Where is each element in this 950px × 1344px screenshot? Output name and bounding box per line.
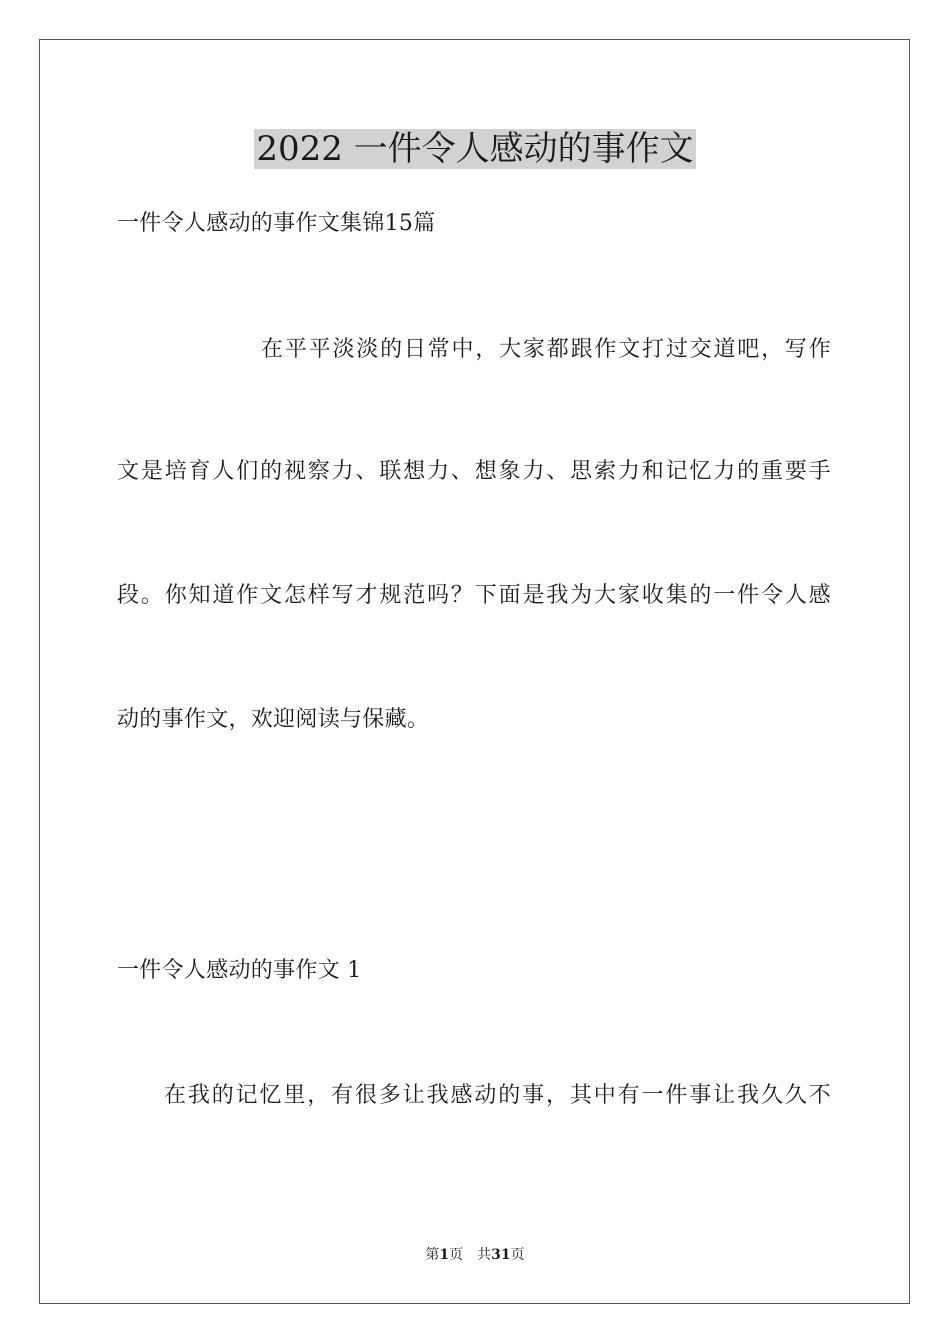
- document-subtitle: 一件令人感动的事作文集锦15篇: [117, 211, 436, 236]
- section-heading: 一件令人感动的事作文 1: [117, 958, 362, 983]
- footer-suffix: 页: [510, 1247, 525, 1263]
- footer-prefix: 第: [425, 1247, 440, 1263]
- footer-mid: 页 共: [449, 1247, 492, 1263]
- title-text: 2022 一件令人感动的事作文: [256, 129, 694, 169]
- intro-line-2: 文是培育人们的视察力、联想力、想象力、思索力和记忆力的重要手: [117, 459, 831, 484]
- intro-line-3: 段。你知道作文怎样写才规范吗？下面是我为大家收集的一件令人感: [117, 583, 831, 608]
- page-footer: [0, 1246, 950, 1264]
- footer-total-pages: 31: [491, 1247, 511, 1263]
- intro-line-1: 在平平淡淡的日常中，大家都跟作文打过交道吧，写作: [261, 337, 831, 362]
- document-title: [0, 127, 950, 171]
- footer-page-number: 1: [439, 1247, 450, 1263]
- section-paragraph-line-1: 在我的记忆里，有很多让我感动的事，其中有一件事让我久久不: [164, 1083, 831, 1108]
- intro-line-4: 动的事作文，欢迎阅读与保藏。: [117, 707, 430, 732]
